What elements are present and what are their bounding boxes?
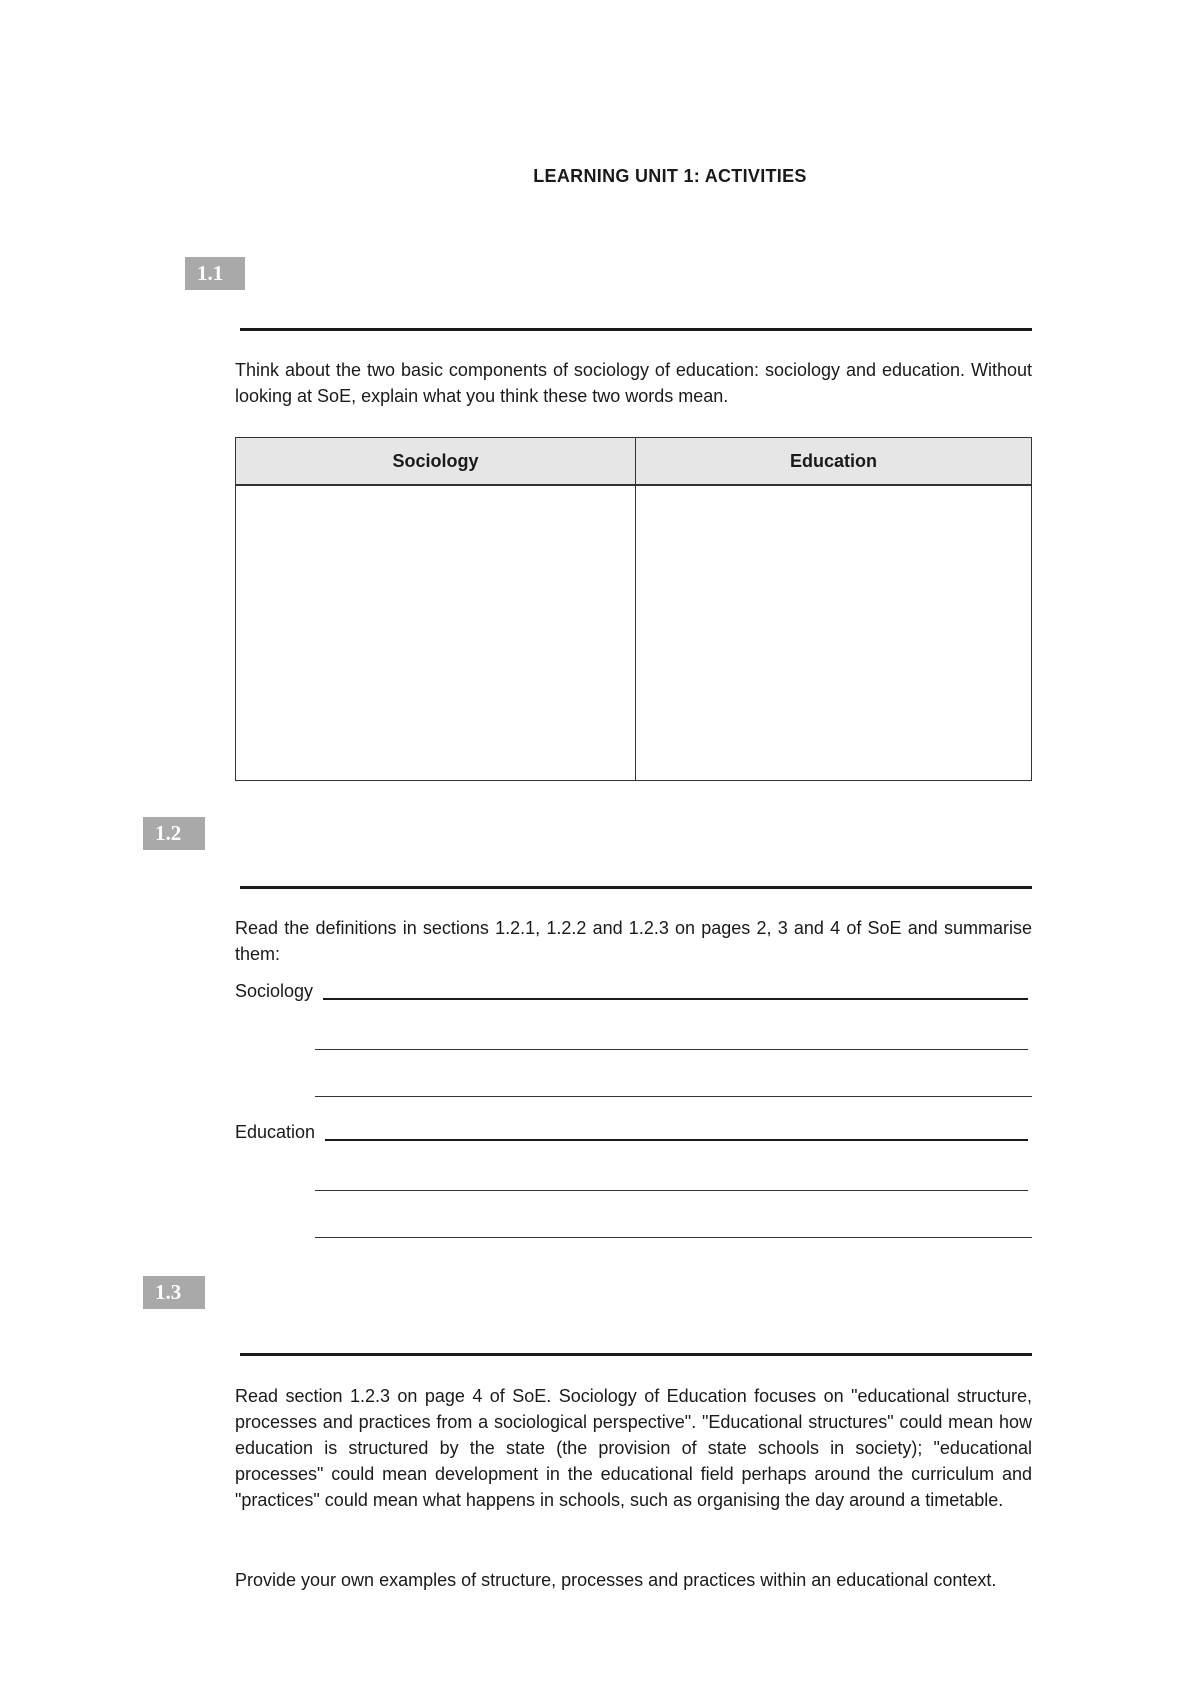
- activity-number-badge: 1.1: [185, 257, 245, 290]
- education-answer-cell[interactable]: [636, 485, 1032, 781]
- section-divider: [240, 886, 1032, 889]
- answer-line[interactable]: [323, 998, 1028, 1000]
- answer-line[interactable]: [315, 1096, 1032, 1097]
- activity-task: Provide your own examples of structure, processes and practices within an educational context.: [235, 1570, 997, 1590]
- answer-table: [235, 437, 1032, 781]
- answer-line[interactable]: [315, 1049, 1028, 1050]
- activity-number-badge: 1.3: [143, 1276, 205, 1309]
- section-divider: [240, 1353, 1032, 1356]
- field-label-education: Education: [235, 1122, 316, 1142]
- section-divider: [240, 328, 1032, 331]
- activity-instruction: Read the definitions in sections 1.2.1, 1.2.2 and 1.2.3 on pages 2, 3 and 4 of SoE and summarise them:: [235, 918, 1032, 964]
- table-header-sociology: Sociology: [236, 438, 636, 486]
- table-header-education: Education: [636, 438, 1032, 486]
- field-label-sociology: Sociology: [235, 981, 314, 1001]
- answer-line[interactable]: [325, 1139, 1028, 1141]
- sociology-answer-cell[interactable]: [236, 485, 636, 781]
- activity-instruction: Think about the two basic components of sociology of education: sociology and education. Without looking at SoE, explain what you think these two words mean.: [235, 360, 1032, 406]
- answer-line[interactable]: [315, 1190, 1028, 1191]
- activity-instruction: Read section 1.2.3 on page 4 of SoE. Sociology of Education focuses on "educational structure, processes and practices from a sociological perspective". "Educational structures" could mean how education is structured by the state (the provision of state schools in society); "educational processes" could mean development in the educational field perhaps around the curriculum and "practices" could mean what happens in schools, such as organising the day around a timetable.: [235, 1386, 1032, 1510]
- answer-line[interactable]: [315, 1237, 1032, 1238]
- page-title: LEARNING UNIT 1: ACTIVITIES: [533, 166, 807, 186]
- activity-number-badge: 1.2: [143, 817, 205, 850]
